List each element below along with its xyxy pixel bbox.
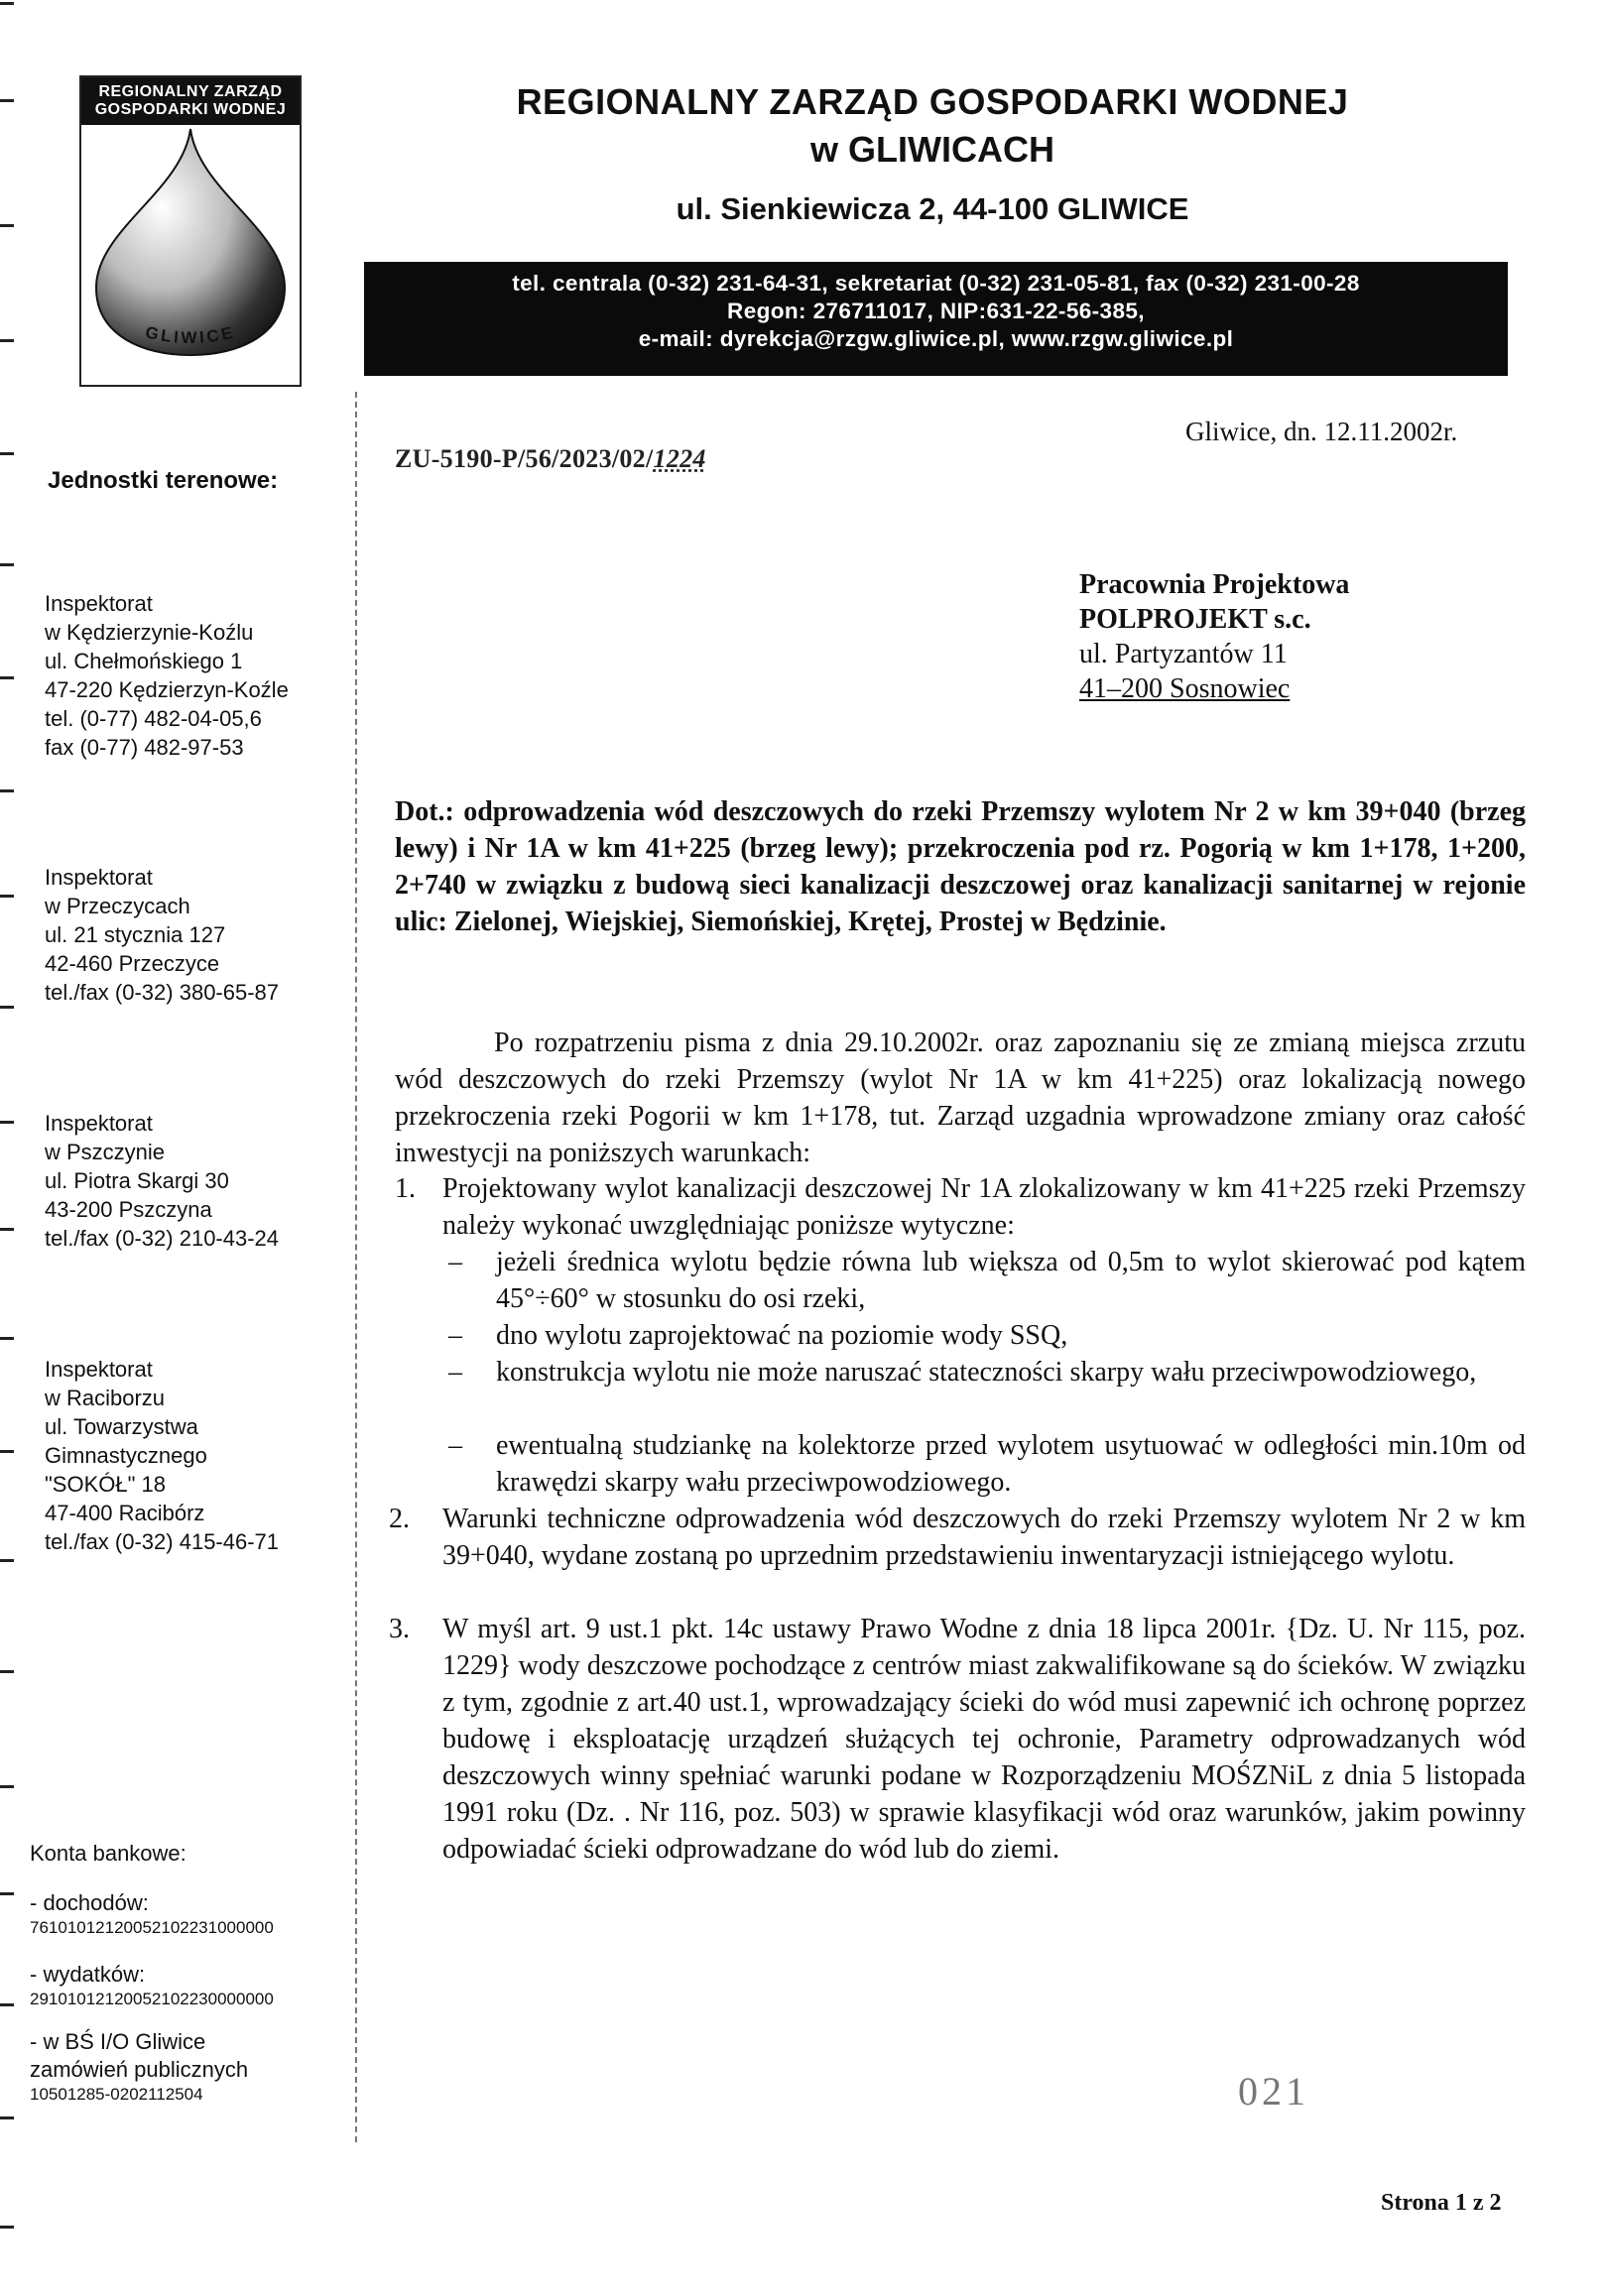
bank-heading: Konta bankowe: xyxy=(30,1841,186,1866)
scan-mark xyxy=(0,339,14,342)
item1-sub2: dno wylotu zaprojektować na poziomie wody SSQ, xyxy=(496,1320,1068,1351)
scan-mark xyxy=(0,2003,14,2006)
bank-accounts xyxy=(30,1840,357,2106)
page-number: Strona 1 z 2 xyxy=(1381,2190,1502,2216)
reference-printed: ZU-5190-P/56/2023/02/ xyxy=(395,444,654,473)
recipient-address xyxy=(1079,567,1349,706)
water-drop-icon xyxy=(81,121,300,385)
scan-mark xyxy=(0,1559,14,1562)
scan-mark xyxy=(0,895,14,898)
item1-sub3: konstrukcja wylotu nie może naruszać stateczności skarpy wału przeciwpowodziowego, xyxy=(496,1357,1477,1388)
item1-text: Projektowany wylot kanalizacji deszczowej Nr 1A zlokalizowany w km 41+225 rzeki Przemszy należy wykonać uwzględniając poniższe wytyczne: xyxy=(442,1173,1526,1241)
recipient-line2: POLPROJEKT s.c. xyxy=(1079,604,1311,635)
institution-address: ul. Sienkiewicza 2, 44-100 GLIWICE xyxy=(676,191,1189,226)
item1-sub4-dash: – xyxy=(448,1430,462,1461)
bank-expense-label: - wydatków: xyxy=(30,1962,146,1987)
inspectorate-pszczyna: Inspektorat w Pszczynie ul. Piotra Skargi 30 43-200 Pszczyna tel./fax (0-32) 210-43-24 xyxy=(45,1111,280,1251)
item2-text: Warunki techniczne odprowadzenia wód deszczowych do rzeki Przemszy wylotem Nr 2 w km 39+040, wydane zostaną po uprzednim przedstawieniu inwentaryzacji istniejącego wylotu. xyxy=(442,1504,1526,1571)
scan-mark xyxy=(0,452,14,455)
scan-mark xyxy=(0,563,14,566)
item1-sub4: ewentualną studziankę na kolektorze przed wylotem usytuować w odległości min.10m od krawędzi skarpy wału przeciwpowodziowego. xyxy=(496,1430,1526,1498)
rzgw-logo xyxy=(79,75,302,387)
bank-bs-line1: - w BŚ I/O Gliwice xyxy=(30,2029,206,2054)
item1-sub1-dash: – xyxy=(448,1247,462,1277)
scan-mark xyxy=(0,1670,14,1673)
item1-sub1: jeżeli średnica wylotu będzie równa lub większa od 0,5m to wylot skierować pod kątem 45°÷60° w stosunku do osi rzeki, xyxy=(496,1247,1526,1314)
item1-sub2-dash: – xyxy=(448,1320,462,1351)
contact-bar xyxy=(364,262,1508,376)
field-units-heading: Jednostki terenowe: xyxy=(48,467,279,494)
scan-mark xyxy=(0,789,14,792)
scan-mark xyxy=(0,1892,14,1895)
inspectorate-kedzierzyn: Inspektorat w Kędzierzynie-Koźlu ul. Chełmońskiego 1 47-220 Kędzierzyn-Koźle tel. (0-77) 482-04-05,6 fax (0-77) 482-97-53 xyxy=(45,591,289,760)
contact-email-www: e-mail: dyrekcja@rzgw.gliwice.pl, www.rzgw.gliwice.pl xyxy=(638,326,1234,351)
letter-subject: Dot.: odprowadzenia wód deszczowych do rzeki Przemszy wylotem Nr 2 w km 39+040 (brzeg lewy) i Nr 1A w km 41+225 (brzeg lewy); przekroczenia pod rz. Pogorią w km 1+178, 1+200, 2+740 w związku z budową sieci kanalizacji deszczowej oraz kanalizacji sanitarnej w rejonie ulic: Zielonej, Wiejskiej, Siemońskiej, Krętej, Prostej w Będzinie. xyxy=(395,796,1526,937)
scan-mark xyxy=(0,1337,14,1340)
logo-band-line2: GOSPODARKI WODNEJ xyxy=(94,101,287,118)
bank-income-label: - dochodów: xyxy=(30,1890,149,1915)
contact-phones: tel. centrala (0-32) 231-64-31, sekretariat (0-32) 231-05-81, fax (0-32) 231-00-28 xyxy=(512,271,1360,296)
scan-mark xyxy=(0,224,14,227)
scan-mark xyxy=(0,1450,14,1453)
scan-mark xyxy=(0,99,14,102)
logo-city: GLIWICE xyxy=(143,322,238,347)
item1-sub3-dash: – xyxy=(448,1357,462,1388)
item3-number: 3. xyxy=(389,1614,410,1644)
letter-intro: Po rozpatrzeniu pisma z dnia 29.10.2002r. oraz zapoznaniu się ze zmianą miejsca zrzutu wód deszczowych do rzeki Przemszy (wylot Nr 1A w km 41+225) oraz lokalizacją nowego przekroczenia rzeki Pogorii w km 1+178, tut. Zarząd uzgadnia wprowadzone zmiany oraz całość inwestycji na poniższych warunkach: xyxy=(395,1027,1526,1168)
recipient-line4: 41–200 Sosnowiec xyxy=(1079,673,1291,704)
scan-mark xyxy=(0,2,14,5)
item3-text: W myśl art. 9 ust.1 pkt. 14c ustawy Prawo Wodne z dnia 18 lipca 2001r. {Dz. U. Nr 115, poz. 1229} wody deszczowe pochodzące z centrów miast zakwalifikowane są do ścieków. W związku z tym, zgodnie z art.40 ust.1, wprowadzający ścieki do wód musi zapewnić ich ochronę poprzez budowę i eksploatację urządzeń służących tej ochronie, Parametry odprowadzanych wód deszczowych winny spełniać warunki podane w Rozporządzeniu MOŚZNiL z dnia 5 listopada 1991 roku (Dz. . Nr 116, poz. 503) w sprawie klasyfikacji wód oraz warunków, jakim powinny odpowiadać ścieki odprowadzane do wód lub do ziemi. xyxy=(442,1614,1526,1865)
recipient-line1: Pracownia Projektowa xyxy=(1079,569,1350,600)
item1-number: 1. xyxy=(395,1173,416,1204)
institution-title: REGIONALNY ZARZĄD GOSPODARKI WODNEJ xyxy=(516,81,1349,122)
bank-income-account: 76101012120052102231000000 xyxy=(30,1918,274,1937)
scan-mark xyxy=(0,1121,14,1124)
bank-expense-account: 29101012120052102230000000 xyxy=(30,1990,274,2008)
inspectorate-przeczyce: Inspektorat w Przeczycach ul. 21 stycznia 127 42-460 Przeczyce tel./fax (0-32) 380-65-87 xyxy=(45,865,280,1005)
item2-number: 2. xyxy=(389,1504,410,1534)
scan-mark xyxy=(0,676,14,679)
scan-mark xyxy=(0,2226,14,2229)
scan-mark xyxy=(0,1228,14,1231)
reference-number xyxy=(395,444,706,474)
bank-bs-line2: zamówień publicznych xyxy=(30,2057,249,2082)
letter-date: Gliwice, dn. 12.11.2002r. xyxy=(1185,417,1458,446)
inspectorate-raciborz: Inspektorat w Raciborzu ul. Towarzystwa Gimnastycznego "SOKÓŁ" 18 47-400 Racibórz tel./fax (0-32) 415-46-71 xyxy=(45,1357,280,1554)
bank-bs-account: 10501285-0202112504 xyxy=(30,2085,203,2104)
institution-city: w GLIWICACH xyxy=(810,129,1054,170)
recipient-line3: ul. Partyzantów 11 xyxy=(1079,639,1288,669)
scan-mark xyxy=(0,1785,14,1788)
contact-regon-nip: Regon: 276711017, NIP:631-22-56-385, xyxy=(727,299,1145,323)
handwritten-page-mark: 021 xyxy=(1238,2069,1309,2114)
reference-handwritten: 1224 xyxy=(653,444,706,473)
logo-band-line1: REGIONALNY ZARZĄD xyxy=(98,83,283,100)
scan-mark xyxy=(0,2116,14,2119)
logo-band xyxy=(81,77,300,125)
scan-mark xyxy=(0,1006,14,1009)
